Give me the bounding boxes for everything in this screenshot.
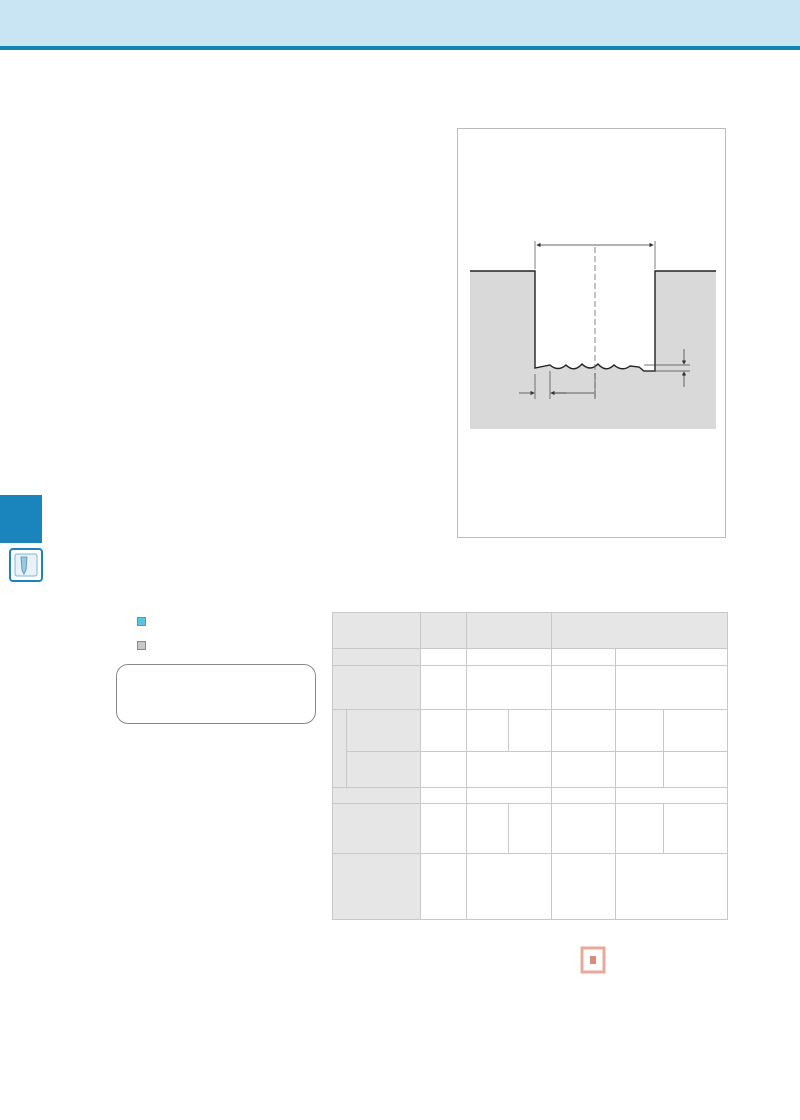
- motor-b: [467, 666, 552, 710]
- mat-c: [552, 788, 616, 804]
- mat-d: [616, 788, 728, 804]
- legend-other: [137, 641, 151, 650]
- section-tab-k[interactable]: [0, 495, 42, 543]
- note-a: [421, 854, 467, 920]
- hdr-dia-27: [467, 613, 552, 649]
- legend-drz: [137, 617, 151, 626]
- row-note-label: [333, 854, 421, 920]
- f-a: [421, 752, 467, 788]
- vc-b1: [467, 710, 509, 752]
- motor-d: [616, 666, 728, 710]
- hdr-dia-16: [421, 613, 467, 649]
- pw-d2: [664, 804, 728, 854]
- equip-b: [467, 649, 552, 666]
- page-header: [0, 0, 800, 50]
- vc-d1: [616, 710, 664, 752]
- note-c: [552, 854, 616, 920]
- f-b: [467, 752, 552, 788]
- equip-c: [552, 649, 616, 666]
- drill-icon: [9, 548, 43, 582]
- mat-b: [467, 788, 552, 804]
- equip-a: [421, 649, 467, 666]
- hole-bottom-diagram: [457, 128, 726, 538]
- power-bar-chart: [60, 735, 330, 970]
- hdr-drill-dia: [333, 613, 421, 649]
- legend-drz-swatch: [137, 617, 146, 626]
- vc-label: [347, 710, 421, 752]
- f-d1: [616, 752, 664, 788]
- note-b: [467, 854, 552, 920]
- mat-a: [421, 788, 467, 804]
- hdr-dia-50: [552, 613, 728, 649]
- equip-d: [616, 649, 728, 666]
- row-motor-label: [333, 666, 421, 710]
- vc-b2: [509, 710, 552, 752]
- motor-a: [421, 666, 467, 710]
- pw-c: [552, 804, 616, 854]
- vc-d2: [664, 710, 728, 752]
- header-rule: [0, 46, 800, 50]
- row-cutting-params-label: [333, 710, 347, 788]
- f-c: [552, 752, 616, 788]
- motor-c: [552, 666, 616, 710]
- cutting-conditions: [116, 664, 316, 724]
- pw-b2: [509, 804, 552, 854]
- row-power-label: [333, 804, 421, 854]
- f-d2: [664, 752, 728, 788]
- vc-c: [552, 710, 616, 752]
- required-power-table: [332, 612, 728, 920]
- row-equipment-label: [333, 649, 421, 666]
- legend-other-swatch: [137, 641, 146, 650]
- row-material-label: [333, 788, 421, 804]
- pw-b1: [467, 804, 509, 854]
- watermark-logo: [538, 946, 658, 1014]
- pw-a: [421, 804, 467, 854]
- vc-a: [421, 710, 467, 752]
- pw-d1: [616, 804, 664, 854]
- note-d: [616, 854, 728, 920]
- f-label: [347, 752, 421, 788]
